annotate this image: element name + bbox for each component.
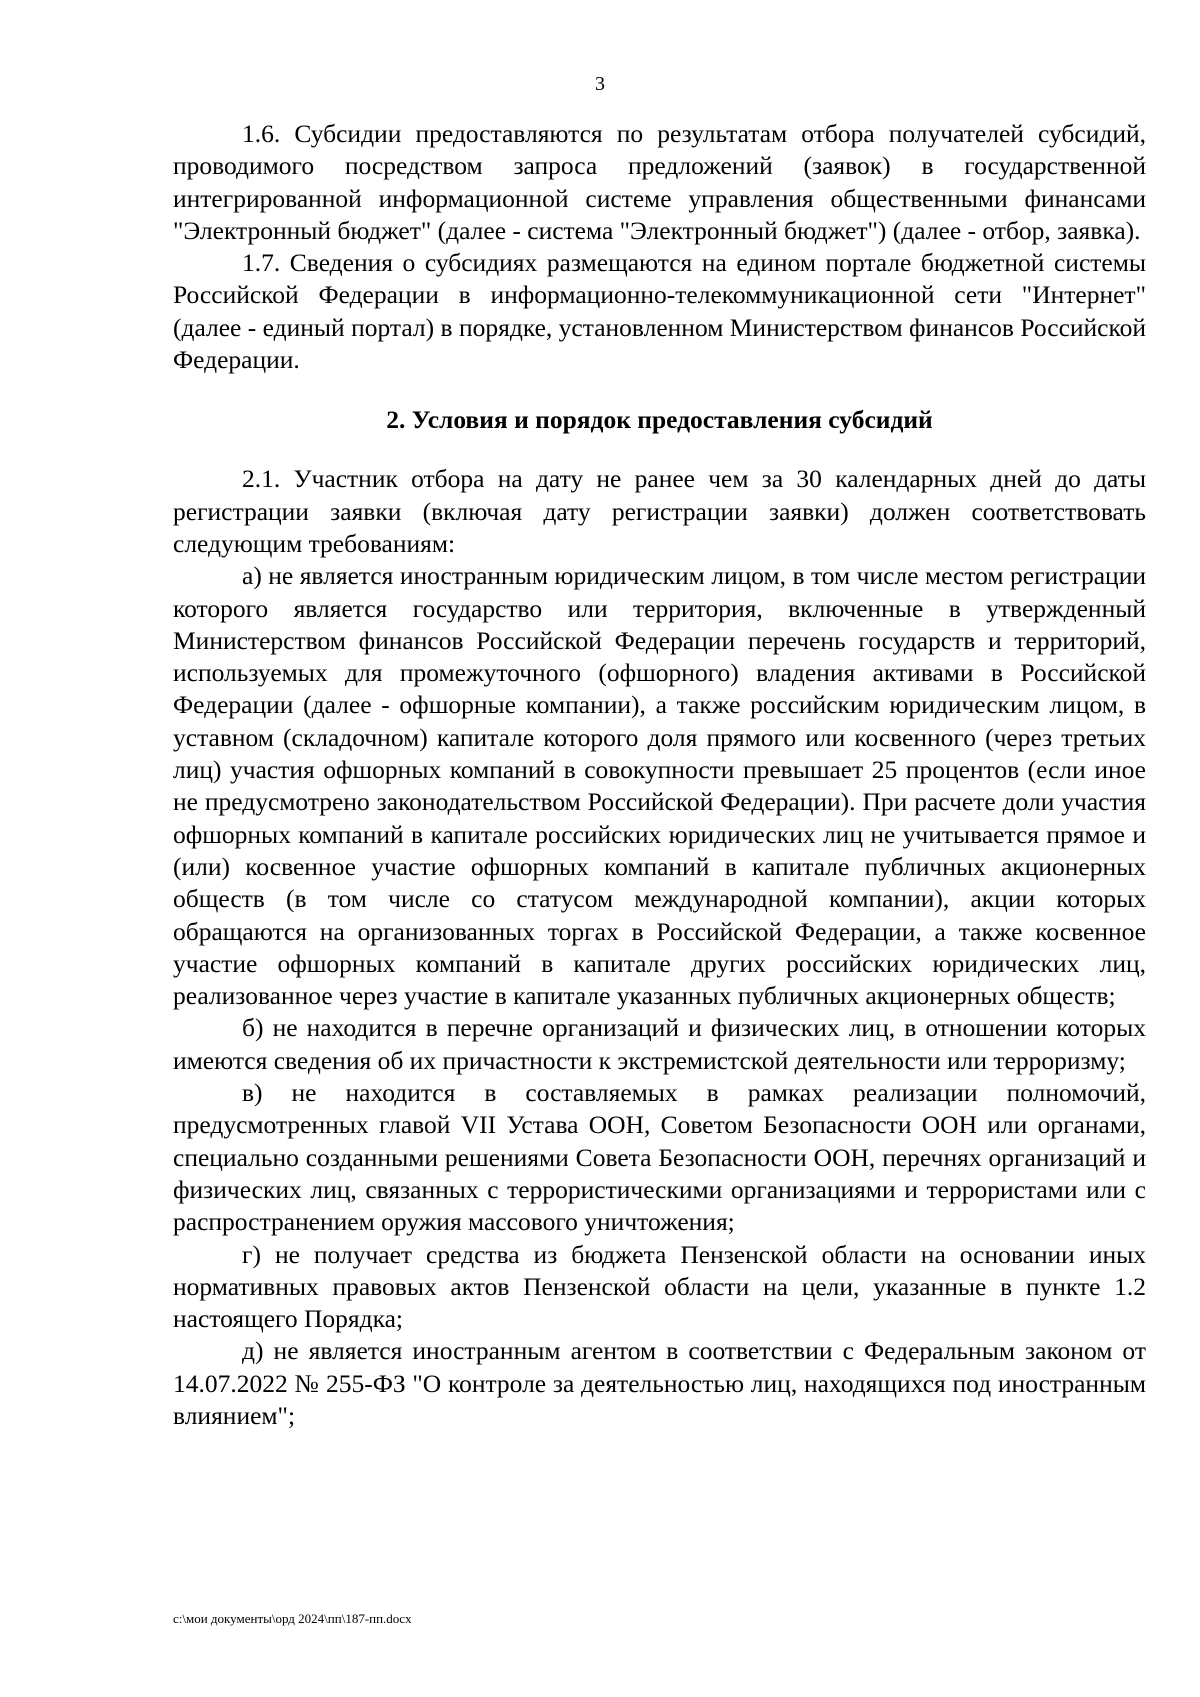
paragraph-2-1: 2.1. Участник отбора на дату не ранее чем за 30 календарных дней до даты регистрации заявки (включая дату регистрации заявки) должен соответствовать следующим требованиям: (173, 464, 1146, 558)
paragraph-1-6: 1.6. Субсидии предоставляются по результатам отбора получателей субсидий, проводимого посредством запроса предложений (заявок) в государственной интегрированной информационной системе управления общественными финансами "Электронный бюджет" (далее - система "Электронный бюджет") (далее - отбор, заявка). (173, 119, 1146, 245)
section-heading: 2. Условия и порядок предоставления субсидий (386, 405, 933, 435)
paragraph-item-a: а) не является иностранным юридическим лицом, в том числе местом регистрации которого является государство или территория, включенные в утвержденный Министерством финансов Российской Федерации перечень государств и территорий, используемых для промежуточного (офшорного) владения активами в Российской Федерации (далее - офшорные компании), а также российским юридическим лицом, в уставном (складочном) капитале которого доля прямого или косвенного (через третьих лиц) участия офшорных компаний в совокупности превышает 25 процентов (если иное не предусмотрено законодательством Российской Федерации). При расчете доли участия офшорных компаний в капитале российских юридических лиц не учитывается прямое и (или) косвенное участие офшорных компаний в капитале публичных акционерных обществ (в том числе со статусом международной компании), акции которых обращаются на организованных торгах в Российской Федерации, а также косвенное участие офшорных компаний в капитале других российских юридических лиц, реализованное через участие в капитале указанных публичных акционерных обществ; (173, 561, 1146, 1011)
paragraph-item-v: в) не находится в составляемых в рамках реализации полномочий, предусмотренных главой VII Устава ООН, Советом Безопасности ООН или органами, специально созданными решениями Совета Безопасности ООН, перечнях организаций и физических лиц, связанных с террористическими организациями и террористами или с распространением оружия массового уничтожения; (173, 1078, 1146, 1237)
paragraph-item-b: б) не находится в перечне организаций и физических лиц, в отношении которых имеются сведения об их причастности к экстремистской деятельности или терроризму; (173, 1013, 1146, 1075)
footer-file-path: c:\мои документы\орд 2024\пп\187-пп.docx (173, 1611, 412, 1626)
document-body (173, 118, 1146, 1432)
paragraph-item-g: г) не получает средства из бюджета Пензенской области на основании иных нормативных правовых актов Пензенской области на цели, указанные в пункте 1.2 настоящего Порядка; (173, 1239, 1146, 1334)
paragraph-item-d: д) не является иностранным агентом в соответствии с Федеральным законом от 14.07.2022 № 255-ФЗ "О контроле за деятельностью лиц, находящихся под иностранным влиянием"; (173, 1336, 1146, 1430)
page-number: 3 (595, 73, 605, 95)
paragraph-1-7: 1.7. Сведения о субсидиях размещаются на едином портале бюджетной системы Российской Федерации в информационно-телекоммуникационной сети "Интернет" (далее - единый портал) в порядке, установленном Министерством финансов Российской Федерации. (173, 248, 1146, 375)
